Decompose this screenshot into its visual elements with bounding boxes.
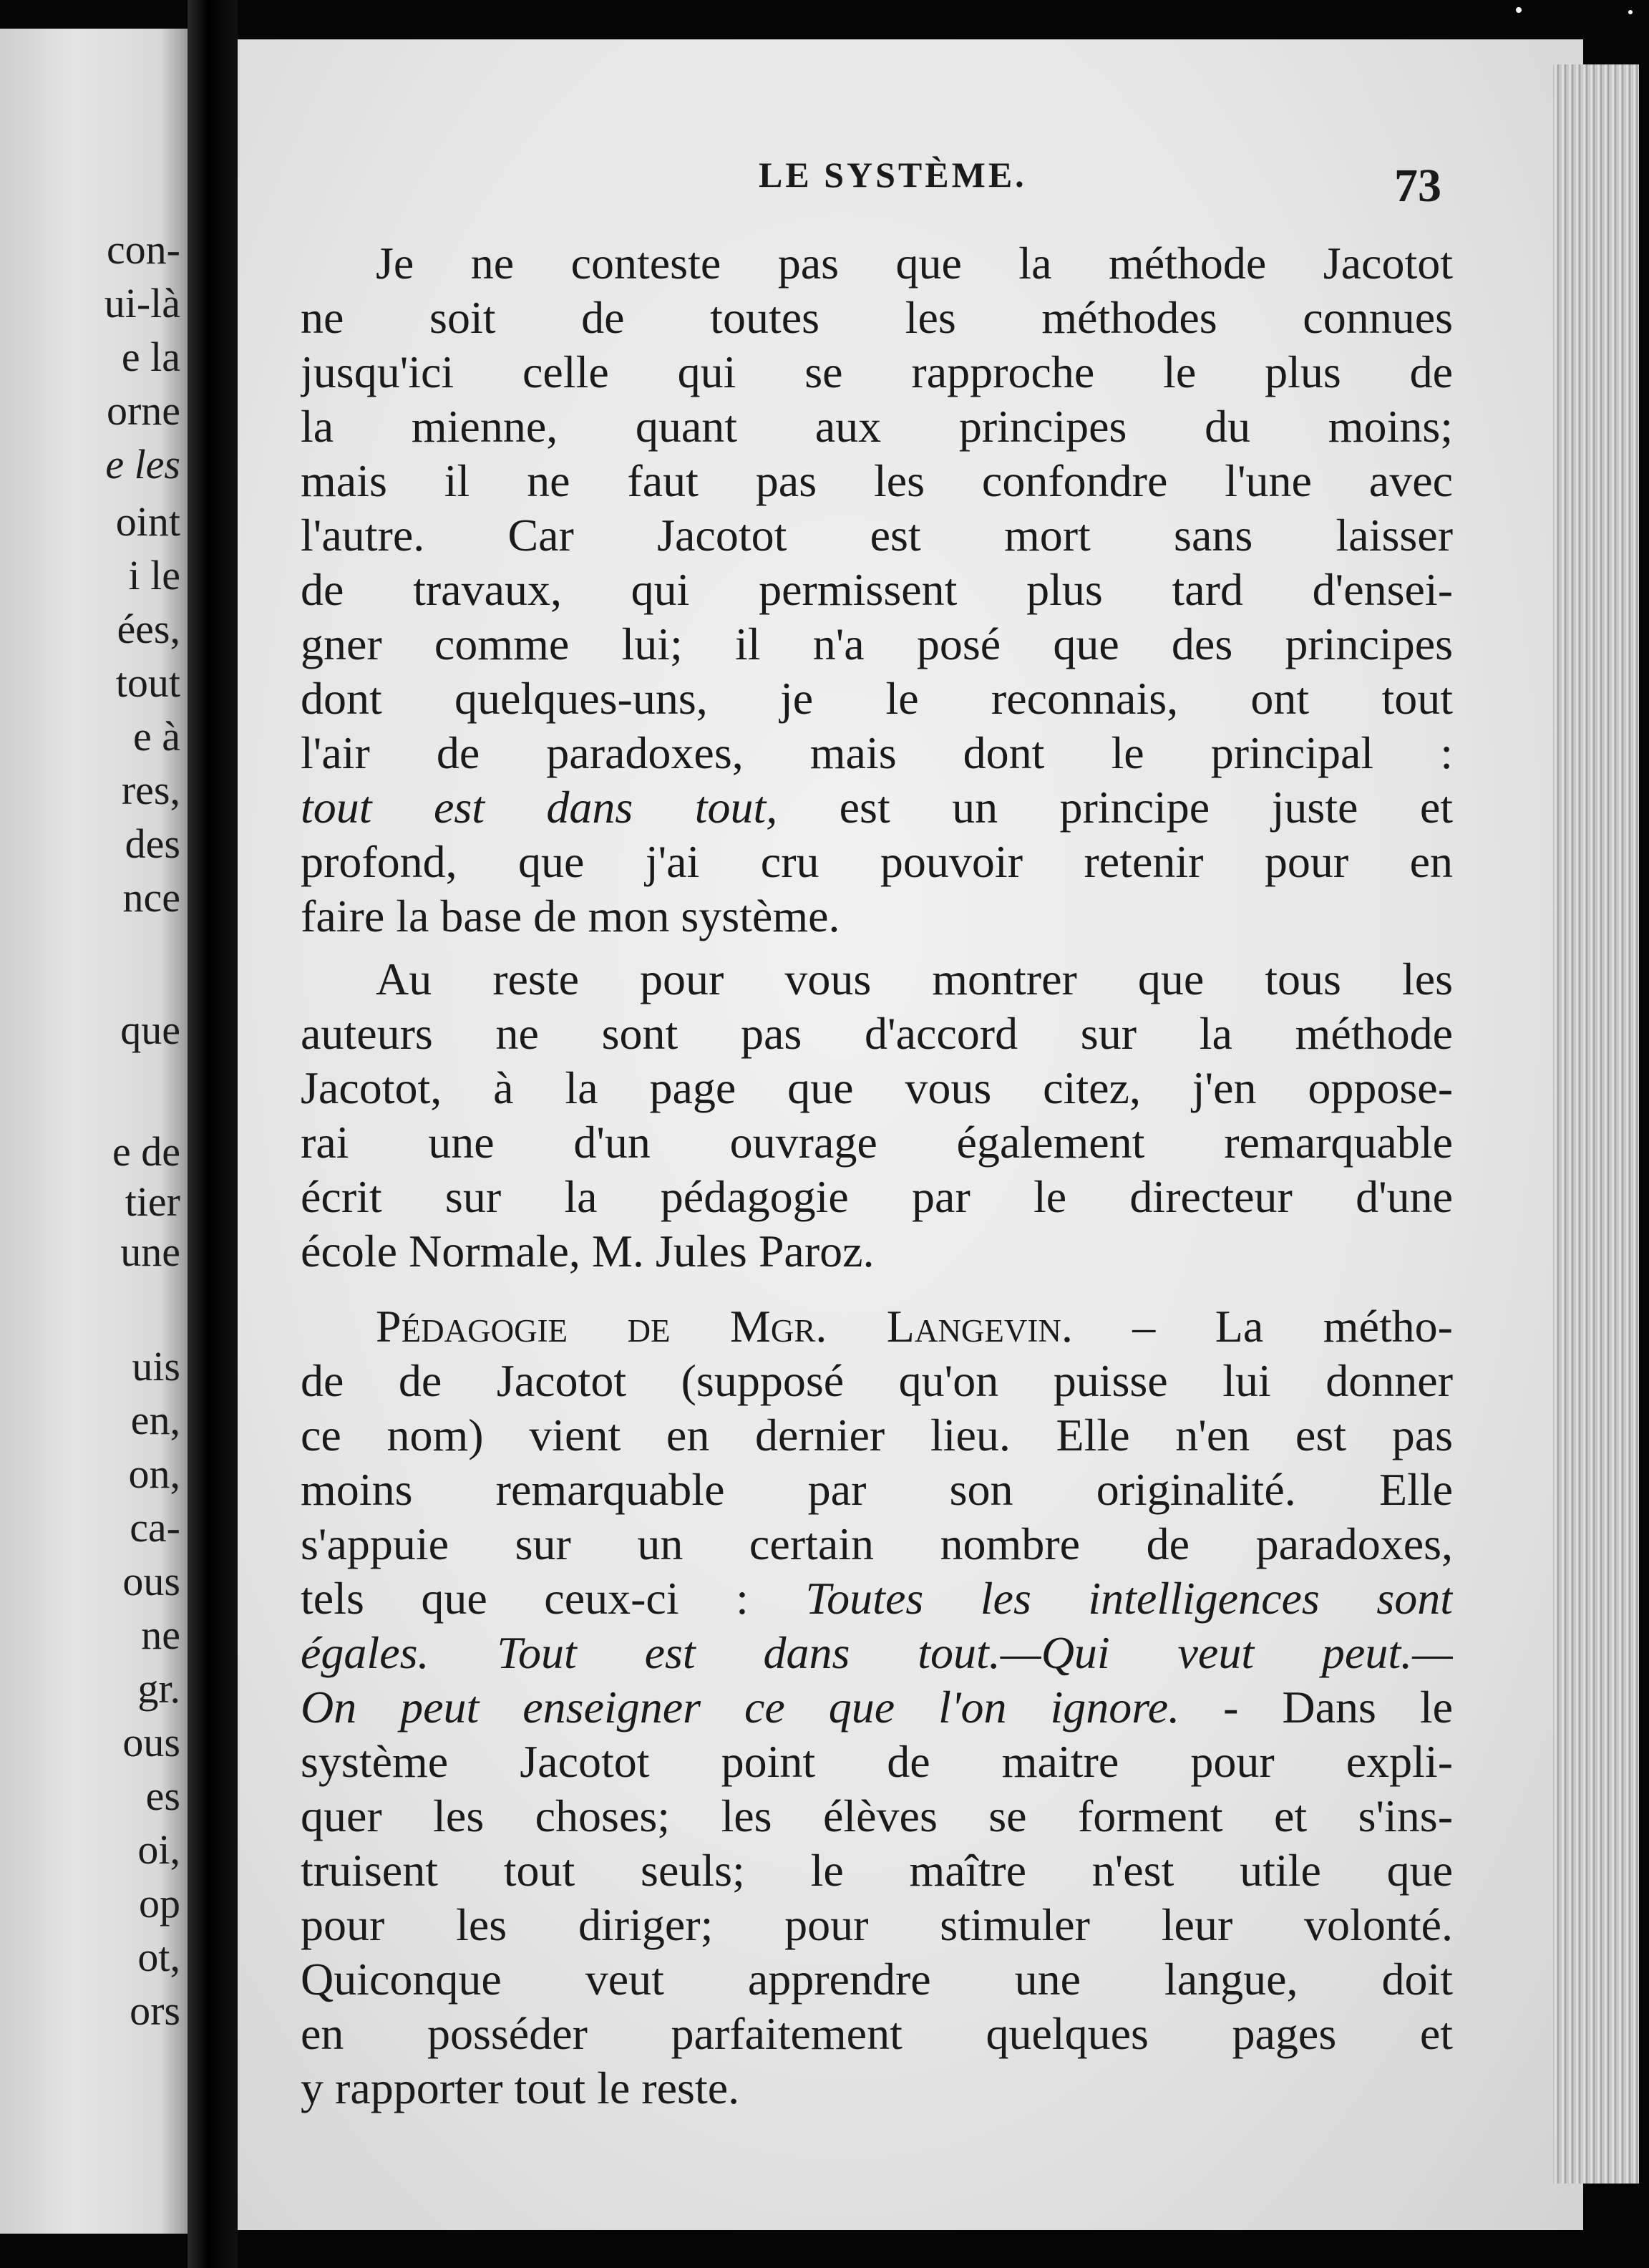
text-line: système Jacotot point de maitre pour expli- [301, 1736, 1453, 1787]
scan-speck [1516, 7, 1522, 13]
italic-quote: On peut enseigner ce que l'on ignore. [301, 1682, 1180, 1732]
text-fragment: - Dans le [1179, 1682, 1453, 1732]
left-page-line: uis [132, 1343, 180, 1390]
text-line: profond, que j'ai cru pouvoir retenir pour en [301, 836, 1453, 887]
paragraph-2 [301, 952, 1453, 1279]
left-page-line: i le [128, 552, 180, 598]
left-page-line: ors [130, 1987, 180, 2034]
text-line: Je ne conteste pas que la méthode Jacotot [376, 238, 1453, 289]
text-line: Au reste pour vous montrer que tous les [376, 954, 1453, 1004]
text-line: pour les diriger; pour stimuler leur volonté. [301, 1899, 1453, 1950]
page-edges [1553, 64, 1639, 2184]
paragraph-3 [301, 1299, 1453, 2116]
paragraph-1 [301, 236, 1453, 944]
text-line: auteurs ne sont pas d'accord sur la méthode [301, 1008, 1453, 1059]
left-page-line: ées, [117, 606, 180, 652]
book-gutter [188, 0, 238, 2268]
left-page-line: oi, [137, 1826, 180, 1873]
text-line: rai une d'un ouvrage également remarquable [301, 1117, 1453, 1168]
left-page-line: con- [106, 226, 180, 273]
left-facing-page [0, 29, 188, 2234]
text-line [301, 780, 1453, 835]
left-page-line: nce [122, 874, 180, 921]
text-line: de travaux, qui permissent plus tard d'ensei- [301, 564, 1453, 615]
text-line: s'appuie sur un certain nombre de paradoxes, [301, 1518, 1453, 1569]
text-line: l'autre. Car Jacotot est mort sans laisser [301, 510, 1453, 561]
running-head: LE SYSTÈME. [759, 155, 1027, 195]
text-line: ne soit de toutes les méthodes connues [301, 292, 1453, 343]
text-line: gner comme lui; il n'a posé que des principes [301, 619, 1453, 669]
text-line: moins remarquable par son originalité. Elle [301, 1464, 1453, 1515]
left-page-line: gr. [137, 1665, 180, 1712]
text-fragment: – La métho- [1072, 1301, 1453, 1352]
left-page-line: que [120, 1007, 180, 1053]
left-page-line: ca- [130, 1504, 180, 1551]
text-line: faire la base de mon système. [301, 891, 840, 941]
text-fragment: tels que ceux-ci : [301, 1573, 806, 1624]
text-line: jusqu'ici celle qui se rapproche le plus de [301, 346, 1453, 397]
left-page-line: es [145, 1773, 180, 1819]
text-line: la mienne, quant aux principes du moins; [301, 401, 1453, 452]
text-line: de de Jacotot (supposé qu'on puisse lui donner [301, 1355, 1453, 1406]
text-line: l'air de paradoxes, mais dont le principal : [301, 727, 1453, 778]
page-number: 73 [1394, 160, 1441, 212]
text-line: Quiconque veut apprendre une langue, doit [301, 1954, 1453, 2005]
left-page-line: des [125, 820, 180, 867]
text-line: dont quelques-uns, je le reconnais, ont tout [301, 673, 1453, 724]
text-line: en posséder parfaitement quelques pages et [301, 2008, 1453, 2059]
left-page-line: e la [121, 334, 180, 380]
scan-speck [1628, 10, 1633, 14]
text-line: mais il ne faut pas les confondre l'une avec [301, 455, 1453, 506]
left-page-line: ne [141, 1612, 180, 1658]
left-page-line: e de [112, 1128, 180, 1175]
text-line: truisent tout seuls; le maître n'est utile que [301, 1845, 1453, 1896]
left-page-line: orne [106, 387, 180, 434]
text-line [301, 1680, 1453, 1735]
left-page-line: op [139, 1880, 180, 1927]
text-line: écrit sur la pédagogie par le directeur d'une [301, 1171, 1453, 1222]
left-page-line: en, [130, 1397, 180, 1443]
left-page-line: tier [125, 1178, 180, 1225]
italic-quote: tout est dans tout, [301, 782, 778, 833]
italic-quote: égales. Tout est dans tout.—Qui veut peut.— [301, 1627, 1453, 1678]
left-page-line: res, [121, 767, 180, 813]
left-page-line: on, [128, 1450, 180, 1497]
text-line [301, 1299, 1453, 1354]
section-heading: Pédagogie de Mgr. Langevin. [376, 1301, 1073, 1352]
italic-quote: Toutes les intelligences sont [805, 1573, 1453, 1624]
left-page-line: e à [133, 713, 180, 760]
text-line: y rapporter tout le reste. [301, 2063, 740, 2113]
text-line [301, 1571, 1453, 1626]
text-line: Jacotot, à la page que vous citez, j'en oppose- [301, 1062, 1453, 1113]
left-page-line: une [120, 1228, 180, 1275]
text-line: école Normale, M. Jules Paroz. [301, 1226, 875, 1276]
left-page-line: ot, [137, 1934, 180, 1980]
left-page-line: ui-là [104, 280, 180, 326]
left-page-line: oint [115, 498, 180, 545]
text-line: quer les choses; les élèves se forment et s'ins- [301, 1790, 1453, 1841]
left-page-line: ous [122, 1719, 180, 1765]
left-page-line: tout [115, 659, 180, 706]
left-page-line: e les [105, 441, 180, 488]
text-fragment: est un principe juste et [777, 782, 1453, 833]
left-page-line: ous [122, 1558, 180, 1604]
text-line: ce nom) vient en dernier lieu. Elle n'en est pas [301, 1410, 1453, 1460]
